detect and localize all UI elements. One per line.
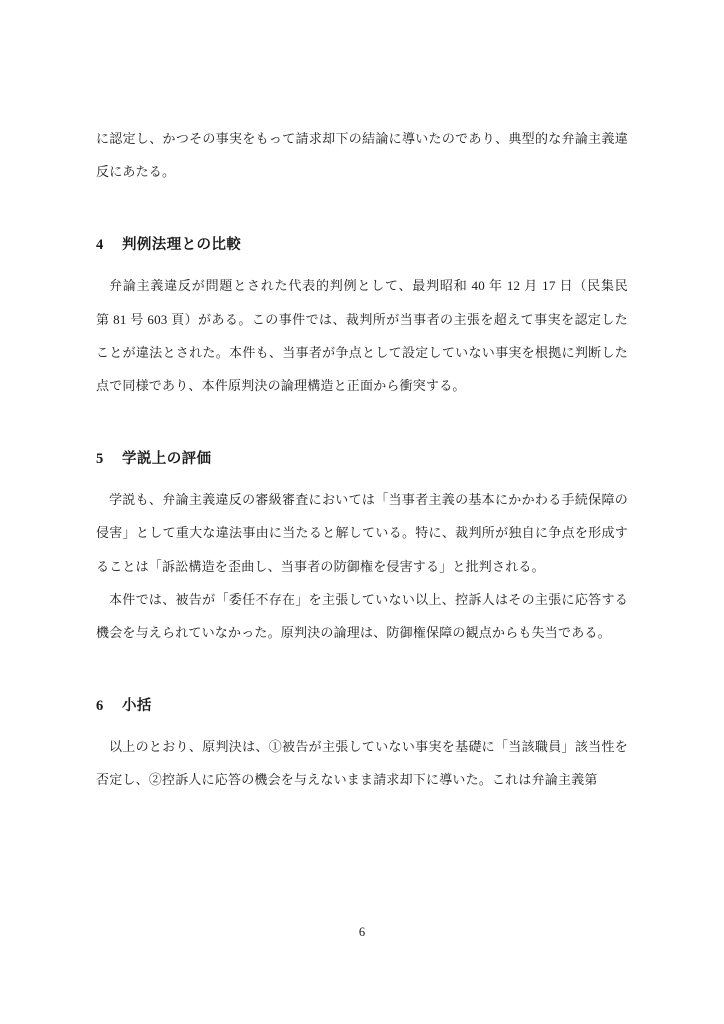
paragraph-section-4: 弁論主義違反が問題とされた代表的判例として、最判昭和 40 年 12 月 17 日（民集民 第 81 号 603 頁）がある。この事件では、裁判所が当事者の主張を超えて事実を認定したことが違法とされた。本件も、当事者が争点として設定していない事実を根拠に判断した点で同様であり、本件原判決の論理構造と正面から衝突する。 — [96, 278, 642, 393]
section-title-4: 判例法理との比較 — [122, 237, 242, 254]
section-number-6: 6 — [96, 697, 104, 714]
paragraph-section-5-second: 本件では、被告が「委任不存在」を主張していない以上、控訴人はその主張に応答する機会を与えられていなかった。原判決の論理は、防御権保障の観点からも失当である。 — [96, 591, 628, 640]
section-title-5: 学説上の評価 — [122, 451, 212, 468]
section-title-6: 小括 — [122, 697, 152, 714]
spacer — [96, 402, 628, 448]
document-body — [96, 122, 642, 796]
section-number-4: 4 — [96, 237, 104, 254]
spacer — [96, 471, 628, 483]
spacer — [96, 188, 628, 234]
paragraph-section-6: 以上のとおり、原判決は、①被告が主張していない事実を基礎に「当該職員」該当性を否定し、②控訴人に応答の機会を与えないまま請求却下に導いた。これは弁論主義第 — [96, 739, 628, 788]
section-heading-5 — [96, 448, 628, 471]
section-heading-4 — [96, 234, 628, 257]
section-heading-6 — [96, 695, 628, 718]
page-number: 6 — [358, 925, 366, 939]
paragraph-section-5-first: 学説も、弁論主義違反の審級審査においては「当事者主義の基本にかかわる手続保障の侵害」として重大な違法事由に当たると解している。特に、裁判所が独自に争点を形成することは「訴訟構造を歪曲し、当事者の防御権を侵害する」と批判される。 — [96, 492, 628, 574]
spacer — [96, 649, 628, 695]
spacer — [96, 257, 628, 269]
spacer — [96, 718, 628, 730]
paragraph-intro: に認定し、かつその事実をもって請求却下の結論に導いたのであり、典型的な弁論主義違反にあたる。 — [96, 131, 628, 180]
section-number-5: 5 — [96, 451, 104, 468]
